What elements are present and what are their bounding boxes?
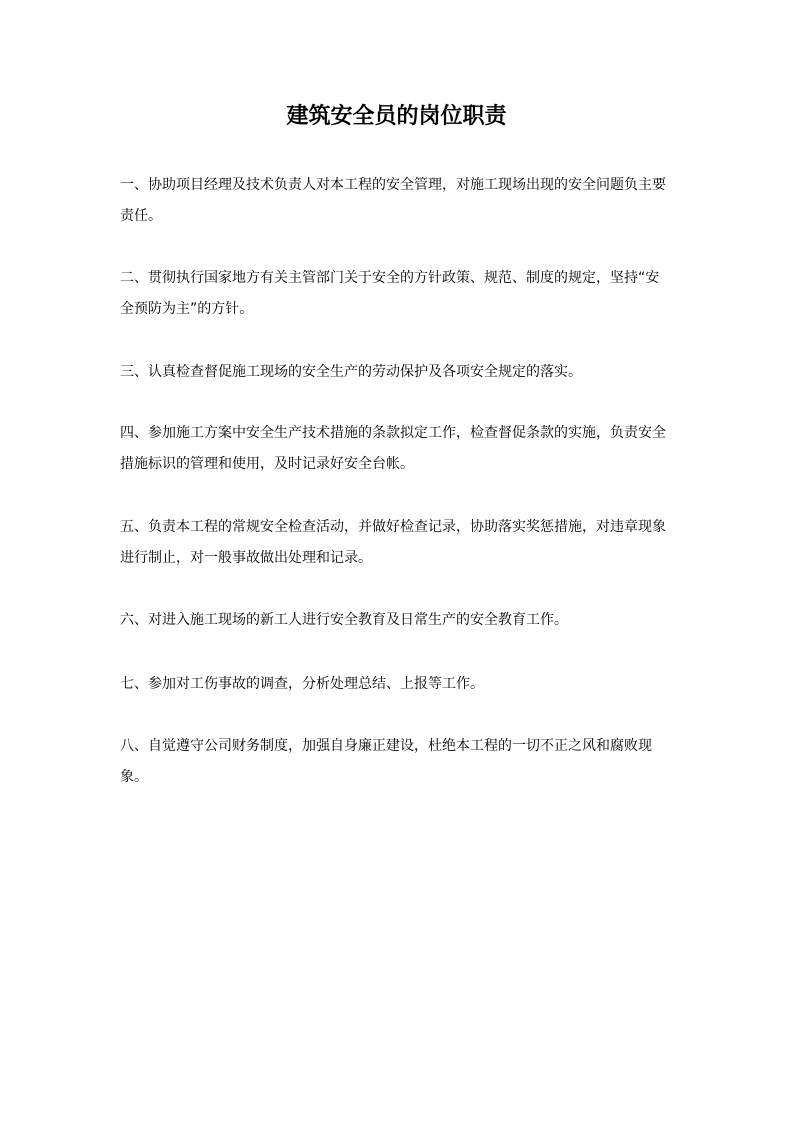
duty-item-2: 二、贯彻执行国家地方有关主管部门关于安全的方针政策、规范、制度的规定，坚持“安全预防为主”的方针。 (120, 270, 660, 317)
duty-item-1: 一、协助项目经理及技术负责人对本工程的安全管理，对施工现场出现的安全问题负主要责任。 (120, 177, 666, 224)
duty-item-5: 五、负责本工程的常规安全检查活动，并做好检查记录，协助落实奖惩措施，对违章现象进行制止，对一般事故做出处理和记录。 (120, 519, 666, 566)
duty-item-3: 三、认真检查督促施工现场的安全生产的劳动保护及各项安全规定的落实。 (120, 364, 582, 380)
duty-item-4: 四、参加施工方案中安全生产技术措施的条款拟定工作，检查督促条款的实施，负责安全措施标识的管理和使用，及时记录好安全台帐。 (120, 425, 666, 472)
duty-item-7: 七、参加对工伤事故的调查，分析处理总结、上报等工作。 (120, 676, 484, 692)
duty-item-8: 八、自觉遵守公司财务制度，加强自身廉正建设，杜绝本工程的一切不正之风和腐败现象。 (120, 738, 652, 785)
duty-item-6: 六、对进入施工现场的新工人进行安全教育及日常生产的安全教育工作。 (120, 612, 568, 628)
document-title: 建筑安全员的岗位职责 (286, 104, 507, 129)
